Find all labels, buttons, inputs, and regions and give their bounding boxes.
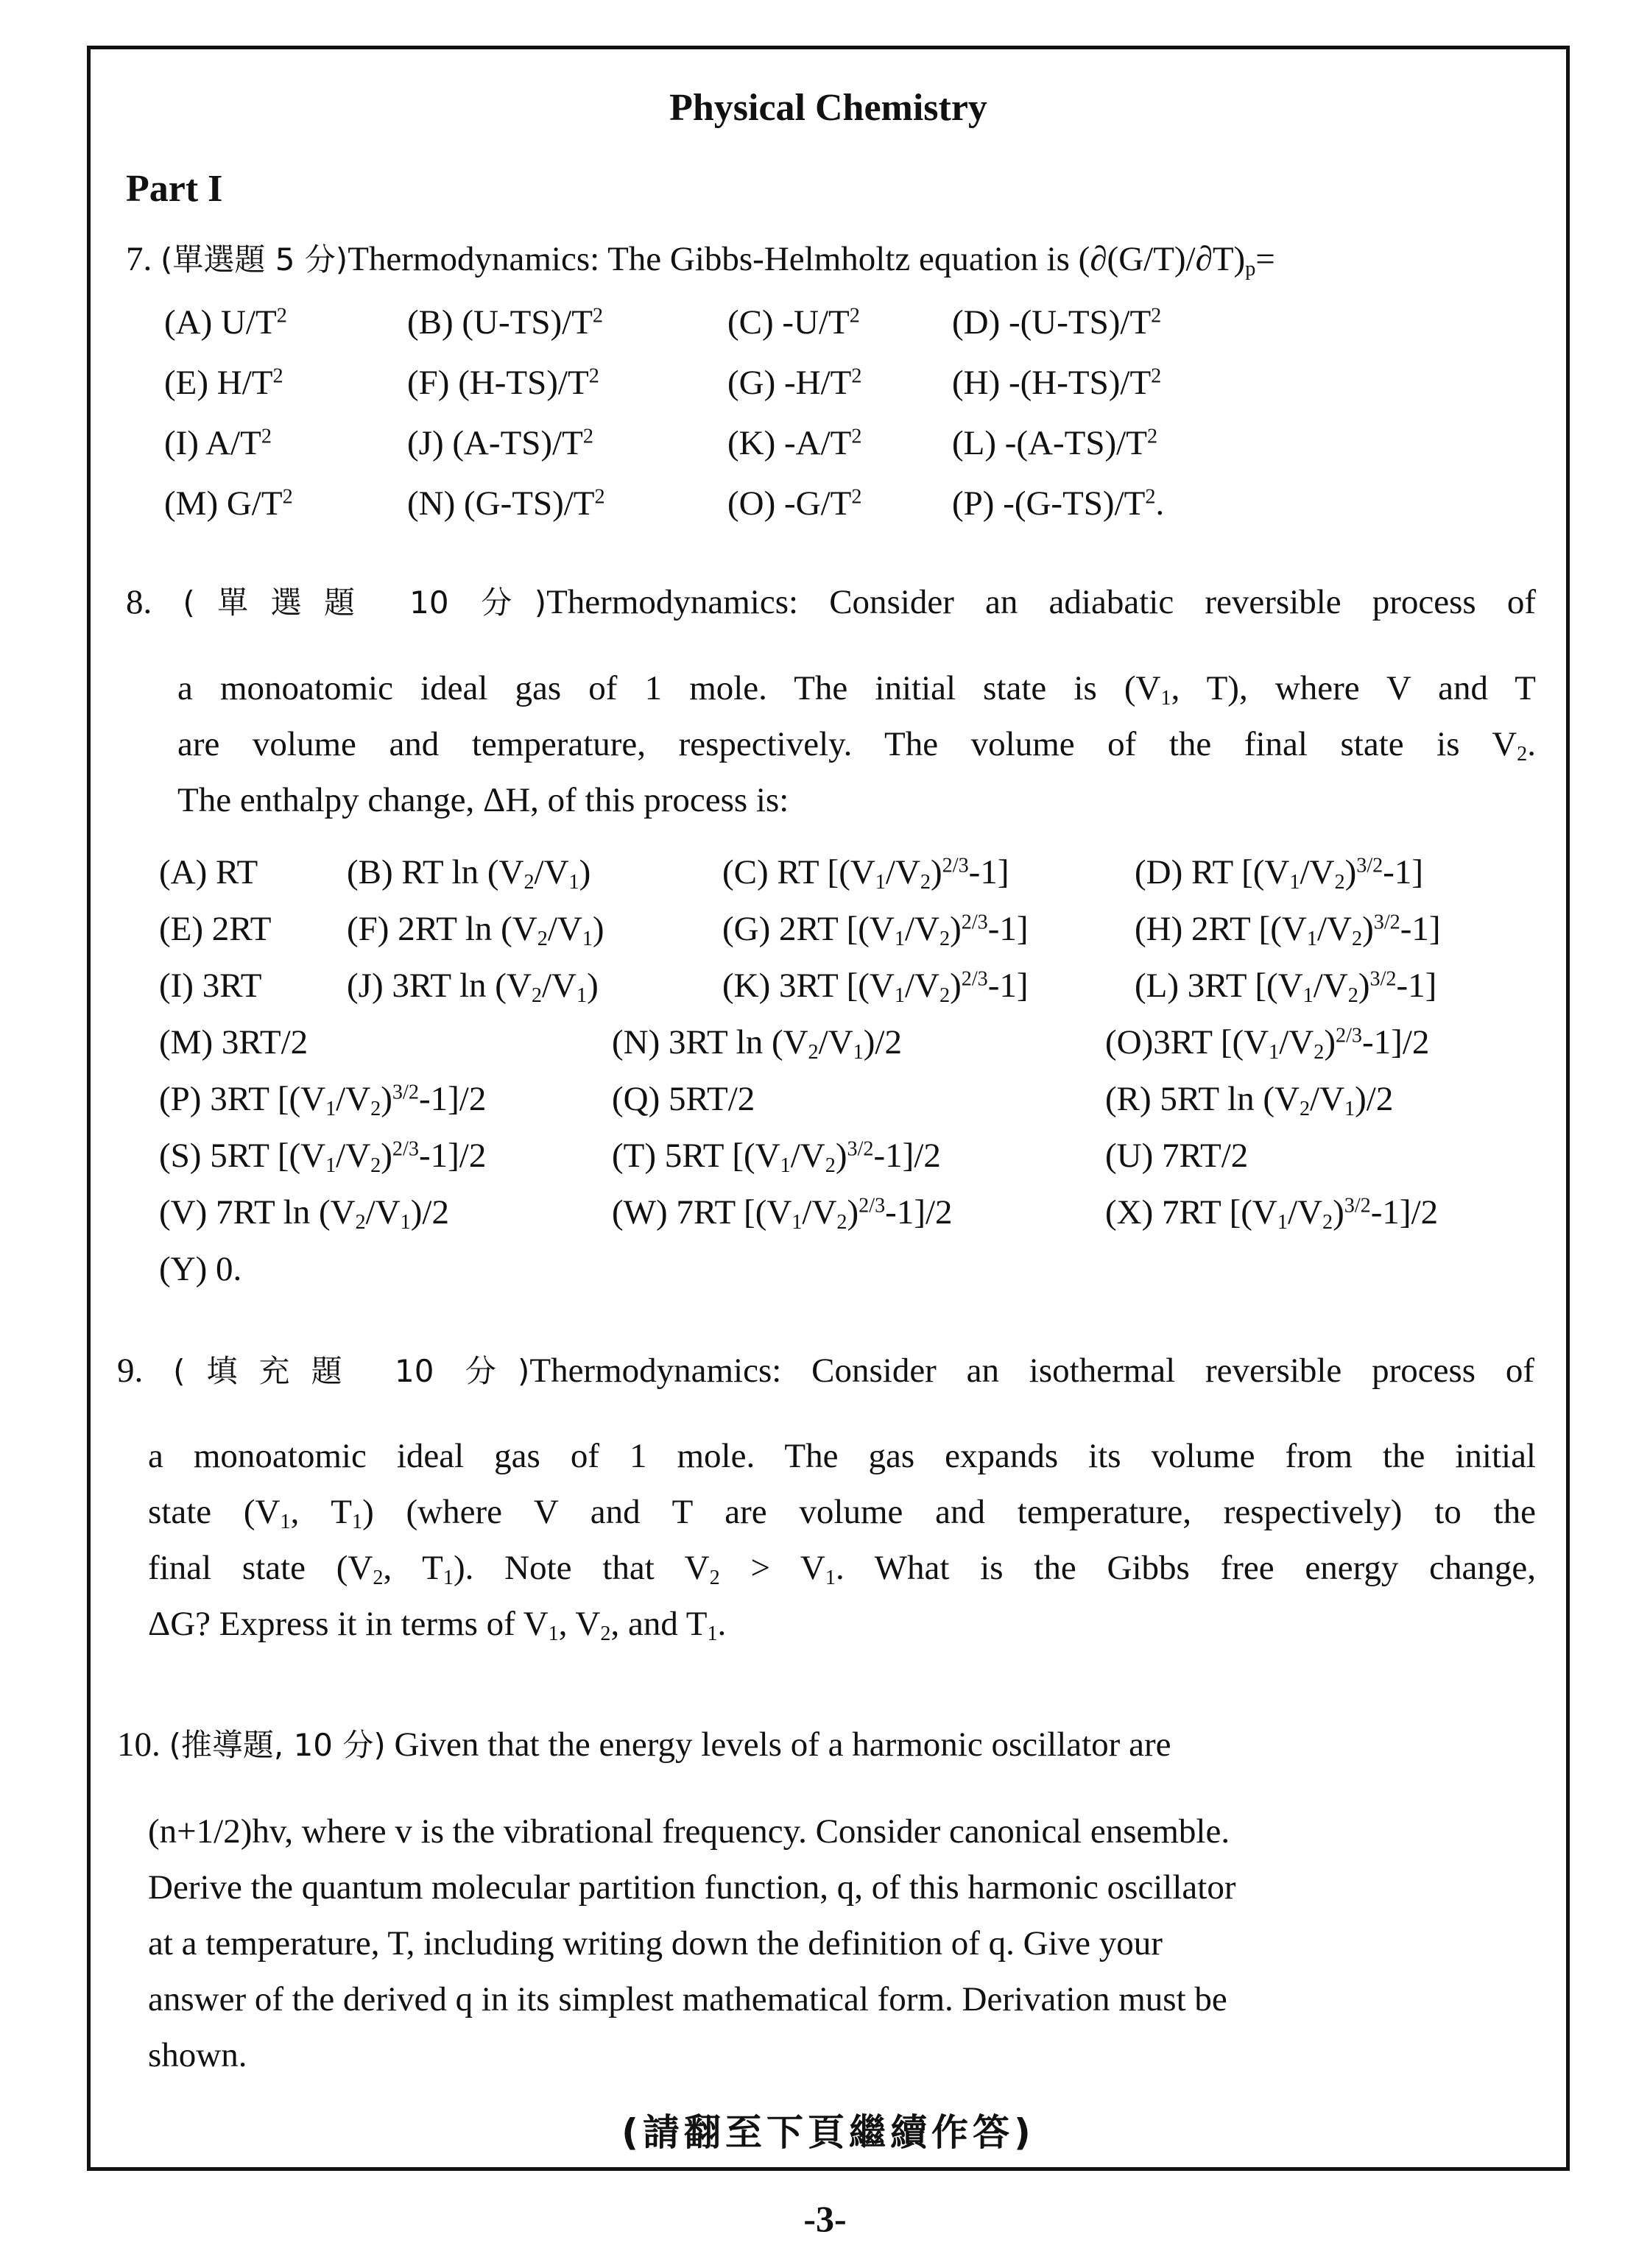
answer-option: (D) $-(U-TS)/T^2$ bbox=[952, 303, 1162, 342]
question-number: 7. bbox=[126, 240, 152, 278]
answer-option: (H) $-(H-TS)/T^2$ bbox=[952, 363, 1162, 402]
text-line: The enthalpy change, ΔH, of this process is: bbox=[177, 781, 789, 819]
answer-option: (G) 2RT $[(V_1/V_2)^{2/3}-1]$ bbox=[722, 910, 1029, 951]
text-line: (n+1/2)hv, where v is the vibrational frequency. Consider canonical ensemble. bbox=[148, 1812, 1230, 1851]
question-7-stem bbox=[126, 240, 1275, 281]
page-number: -3- bbox=[803, 2198, 847, 2239]
answer-option: (F) 2RT $\ln (V_2/V_1)$ bbox=[347, 910, 604, 951]
text-line: final state ($V_2$, $T_1$). Note that $V_2 > V_1$. What is the Gibbs free energy change, bbox=[148, 1549, 1536, 1590]
answer-option: (B) RT $\ln (V_2/V_1)$ bbox=[347, 853, 591, 894]
answer-option: (X) 7RT $[(V_1/V_2)^{3/2}-1]/2$ bbox=[1105, 1193, 1439, 1234]
answer-option: (P) 3RT $[(V_1/V_2)^{3/2}-1]/2$ bbox=[159, 1080, 487, 1121]
answer-option: (L) 3RT $[(V_1/V_2)^{3/2}-1]$ bbox=[1135, 967, 1437, 1008]
answer-option: (S) 5RT $[(V_1/V_2)^{2/3}-1]/2$ bbox=[159, 1137, 487, 1178]
continue-note: (請翻至下頁繼續作答) bbox=[621, 2111, 1035, 2154]
answer-option: (I) 3RT bbox=[159, 967, 262, 1005]
text-line: Derive the quantum molecular partition function, q, of this harmonic oscillator bbox=[148, 1868, 1236, 1907]
answer-option: (W) 7RT $[(V_1/V_2)^{2/3}-1]/2$ bbox=[612, 1193, 953, 1234]
answer-option: (C) RT $[(V_1/V_2)^{2/3}-1]$ bbox=[722, 853, 1009, 894]
answer-option: (E) 2RT bbox=[159, 910, 272, 948]
answer-option: (F) $(H-TS)/T^2$ bbox=[407, 363, 599, 402]
question-10-body bbox=[148, 1812, 1488, 2094]
text-line: are volume and temperature, respectively. The volume of the final state is $V_2$. bbox=[177, 725, 1536, 766]
text-line: answer of the derived q in its simplest mathematical form. Derivation must be bbox=[148, 1980, 1227, 2018]
answer-option: (I) $A/T^2$ bbox=[164, 423, 272, 462]
answer-option: (A) $U/T^2$ bbox=[164, 303, 287, 342]
answer-option: (R) 5RT $\ln (V_2/V_1)/2$ bbox=[1105, 1080, 1394, 1121]
question-tag: (填充題 10 分) bbox=[173, 1353, 530, 1389]
text-line: at a temperature, T, including writing down the definition of q. Give your bbox=[148, 1924, 1163, 1963]
answer-option: (E) $H/T^2$ bbox=[164, 363, 283, 402]
option-grid bbox=[159, 1014, 1547, 1298]
text-line: a monoatomic ideal gas of 1 mole. The gas expands its volume from the initial bbox=[148, 1437, 1536, 1475]
exam-page-frame bbox=[87, 46, 1570, 2171]
question-9-body bbox=[148, 1439, 1536, 1663]
question-9-stem bbox=[117, 1354, 1534, 1388]
answer-option: (C) $-U/T^2$ bbox=[727, 303, 860, 342]
text-line: state ($V_1$, $T_1$) (where V and T are volume and temperature, respectively) to the bbox=[148, 1493, 1536, 1534]
question-tag: (推導題, 10 分) bbox=[169, 1727, 386, 1763]
q8-options bbox=[159, 844, 1547, 1298]
answer-option: (K) 3RT $[(V_1/V_2)^{2/3}-1]$ bbox=[722, 967, 1029, 1008]
text-line: ΔG? Express it in terms of $V_1$, $V_2$, and $T_1$. bbox=[148, 1605, 727, 1646]
answer-option: (K) $-A/T^2$ bbox=[727, 423, 862, 462]
question-10-stem bbox=[117, 1725, 1171, 1764]
question-text: Given that the energy levels of a harmonic oscillator are bbox=[394, 1725, 1171, 1764]
part-heading: Part I bbox=[126, 168, 223, 210]
answer-option: (O) $-G/T^2$ bbox=[727, 484, 862, 523]
answer-option: (A) RT bbox=[159, 853, 258, 891]
question-8-body bbox=[177, 671, 1536, 839]
answer-option: (P) $-(G-TS)/T^2$. bbox=[952, 484, 1165, 523]
answer-option: (H) 2RT $[(V_1/V_2)^{3/2}-1]$ bbox=[1135, 910, 1441, 951]
option-list bbox=[164, 292, 1232, 534]
answer-option: (G) $-H/T^2$ bbox=[727, 363, 862, 402]
option-grid bbox=[164, 292, 1232, 534]
text-line: a monoatomic ideal gas of 1 mole. The initial state is ($V_1$, T), where V and T bbox=[177, 669, 1536, 710]
q8-options-block bbox=[159, 844, 1547, 1298]
answer-option: (J) $(A-TS)/T^2$ bbox=[407, 423, 593, 462]
answer-option: (U) 7RT/2 bbox=[1105, 1137, 1249, 1175]
answer-option: (M) 3RT/2 bbox=[159, 1023, 309, 1061]
answer-option: (N) $(G-TS)/T^2$ bbox=[407, 484, 605, 523]
question-number: 10. bbox=[117, 1725, 161, 1764]
answer-option: (B) $(U-TS)/T^2$ bbox=[407, 303, 604, 342]
question-number: 8. bbox=[126, 583, 152, 621]
question-8-stem bbox=[126, 585, 1536, 620]
answer-option: (Y) 0. bbox=[159, 1250, 242, 1288]
answer-option: (D) RT $[(V_1/V_2)^{3/2}-1]$ bbox=[1135, 853, 1424, 894]
option-grid bbox=[159, 844, 1547, 1014]
page-title: Physical Chemistry bbox=[669, 87, 987, 129]
question-tag: (單選題 5 分) bbox=[161, 241, 348, 278]
question-text: Thermodynamics: The Gibbs-Helmholtz equation is $(\partial(G/T)/\partial T)_p=$ bbox=[348, 240, 1275, 281]
q7-options bbox=[164, 292, 1232, 534]
answer-option: (L) $-(A-TS)/T^2$ bbox=[952, 423, 1158, 462]
answer-option: (Q) 5RT/2 bbox=[612, 1080, 755, 1118]
answer-option: (N) 3RT $\ln (V_2/V_1)/2$ bbox=[612, 1023, 902, 1064]
question-text: Thermodynamics: Consider an adiabatic reversible process of bbox=[546, 583, 1537, 621]
answer-option: (T) 5RT $[(V_1/V_2)^{3/2}-1]/2$ bbox=[612, 1137, 941, 1178]
answer-option: (M) $G/T^2$ bbox=[164, 484, 293, 523]
question-number: 9. bbox=[117, 1352, 144, 1390]
text-line: shown. bbox=[148, 2036, 247, 2074]
answer-option: (O)3RT $[(V_1/V_2)^{2/3}-1]/2$ bbox=[1105, 1023, 1430, 1064]
answer-option: (J) 3RT $\ln (V_2/V_1)$ bbox=[347, 967, 599, 1008]
question-text: Thermodynamics: Consider an isothermal reversible process of bbox=[529, 1352, 1535, 1390]
answer-option: (V) 7RT $\ln (V_2/V_1)/2$ bbox=[159, 1193, 449, 1234]
question-tag: (單選題 10 分) bbox=[183, 584, 547, 621]
